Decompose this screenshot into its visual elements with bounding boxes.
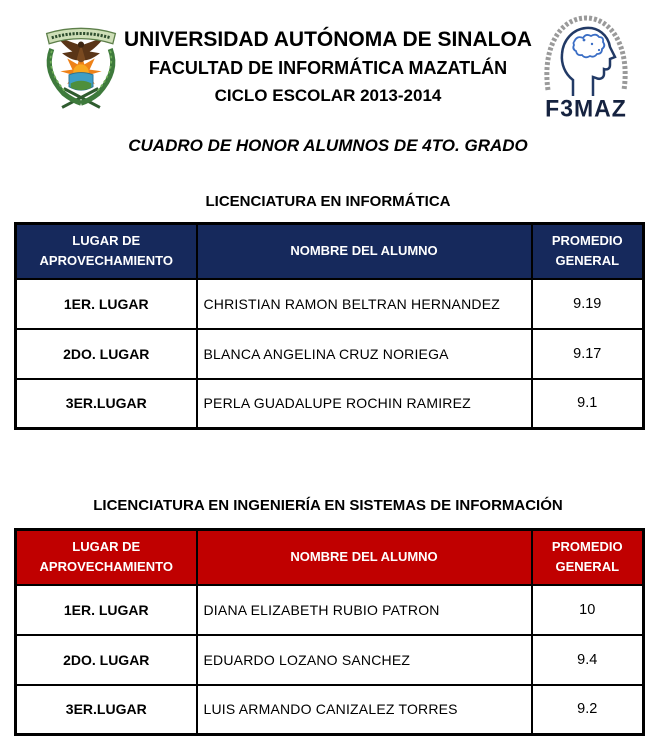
faculty-name: FACULTAD DE INFORMÁTICA MAZATLÁN bbox=[148, 58, 508, 78]
name-cell: CHRISTIAN RAMON BELTRAN HERNANDEZ bbox=[197, 279, 532, 329]
section-heading-informatica: LICENCIATURA EN INFORMÁTICA bbox=[205, 193, 451, 210]
table-row bbox=[16, 279, 644, 329]
letterhead bbox=[120, 26, 536, 109]
average-cell: 10 bbox=[532, 585, 644, 635]
document-title: CUADRO DE HONOR ALUMNOS DE 4TO. GRADO bbox=[128, 136, 528, 155]
name-cell: DIANA ELIZABETH RUBIO PATRON bbox=[197, 585, 532, 635]
name-cell: PERLA GUADALUPE ROCHIN RAMIREZ bbox=[197, 379, 532, 429]
school-year: CICLO ESCOLAR 2013-2014 bbox=[214, 86, 442, 105]
table-row bbox=[16, 635, 644, 685]
average-cell: 9.1 bbox=[532, 379, 644, 429]
col-header-promedio: PROMEDIO GENERAL bbox=[532, 224, 644, 279]
col-header-nombre: NOMBRE DEL ALUMNO bbox=[197, 530, 532, 585]
fimaz-wordmark: F3MAZ bbox=[545, 94, 627, 122]
table-header-row bbox=[16, 224, 644, 279]
section-heading-sistemas: LICENCIATURA EN INGENIERÍA EN SISTEMAS DE INFORMACIÓN bbox=[93, 497, 563, 514]
average-cell: 9.19 bbox=[532, 279, 644, 329]
honor-table-sistemas bbox=[14, 528, 645, 736]
table-header-row bbox=[16, 530, 644, 585]
table-row bbox=[16, 685, 644, 735]
place-cell: 2DO. LUGAR bbox=[16, 635, 197, 685]
col-header-nombre: NOMBRE DEL ALUMNO bbox=[197, 224, 532, 279]
place-cell: 3ER.LUGAR bbox=[16, 379, 197, 429]
place-cell: 1ER. LUGAR bbox=[16, 585, 197, 635]
fimaz-logo bbox=[533, 10, 639, 122]
col-header-lugar: LUGAR DE APROVECHAMIENTO bbox=[16, 224, 197, 279]
university-name: UNIVERSIDAD AUTÓNOMA DE SINALOA bbox=[124, 28, 532, 51]
name-cell: BLANCA ANGELINA CRUZ NORIEGA bbox=[197, 329, 532, 379]
average-cell: 9.2 bbox=[532, 685, 644, 735]
col-header-lugar: LUGAR DE APROVECHAMIENTO bbox=[16, 530, 197, 585]
table-row bbox=[16, 379, 644, 429]
honor-table-informatica bbox=[14, 222, 645, 430]
name-cell: EDUARDO LOZANO SANCHEZ bbox=[197, 635, 532, 685]
uas-crest-icon bbox=[38, 18, 124, 116]
average-cell: 9.17 bbox=[532, 329, 644, 379]
fimaz-head-icon bbox=[536, 10, 636, 98]
name-cell: LUIS ARMANDO CANIZALEZ TORRES bbox=[197, 685, 532, 735]
place-cell: 3ER.LUGAR bbox=[16, 685, 197, 735]
average-cell: 9.4 bbox=[532, 635, 644, 685]
place-cell: 2DO. LUGAR bbox=[16, 329, 197, 379]
col-header-promedio: PROMEDIO GENERAL bbox=[532, 530, 644, 585]
place-cell: 1ER. LUGAR bbox=[16, 279, 197, 329]
uas-crest-logo bbox=[38, 18, 124, 116]
table-row bbox=[16, 329, 644, 379]
table-row bbox=[16, 585, 644, 635]
